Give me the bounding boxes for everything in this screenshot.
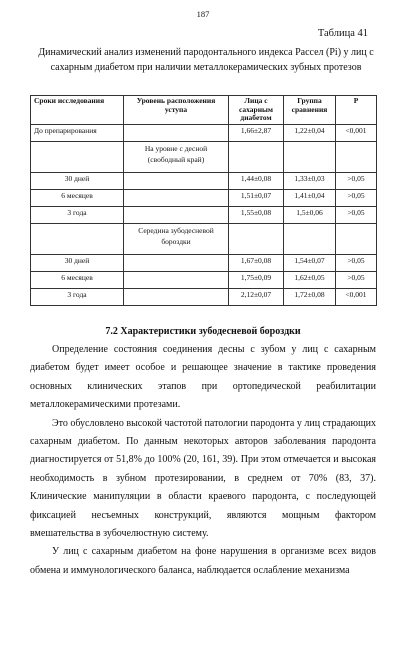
column-header: Сроки исследования [31,96,124,125]
table-cell: 3 года [31,288,124,305]
table-cell: >0,05 [336,206,377,223]
section-title: 7.2 Характеристики зубодесневой бороздки [105,326,301,337]
paragraph: Это обусловлено высокой частотой патологии пародонта у лиц страдающих сахарным диабетом. По данным некоторых авторов заболевания пародонта диагностируется от 51,8% до 100% (20, 161, 39). При этом отмечается и высокая необходимость в зубном протезировании, в среднем от 70% (83, 37). Клинические манипуляции в области краевого пародонта, с последующей фиксацией несъемных конструкций, являются мощным фактором вмешательства в зубочелюстную систему. [30,417,376,540]
table-cell [124,271,229,288]
table-cell: На уровне с десной (свободный край) [124,141,229,172]
table-caption: Динамический анализ изменений пародонтального индекса Рассел (Pi) у лиц с сахарным диабетом при наличии металлокерамических зубных протезов [38,47,374,73]
table-cell: 1,41±0,04 [284,189,336,206]
table-cell: 1,62±0,05 [284,271,336,288]
table-cell: 30 дней [31,254,124,271]
table-cell: 6 месяцев [31,189,124,206]
table-cell: 1,66±2,87 [229,124,284,141]
table-row [31,141,377,172]
table-cell: 1,22±0,04 [284,124,336,141]
table-row [31,206,377,223]
table-cell [124,172,229,189]
table-cell: 1,33±0,03 [284,172,336,189]
table-cell [124,124,229,141]
table-cell [124,189,229,206]
column-header: Группа сравнения [284,96,336,125]
table-cell: Середина зубодесневой бороздки [124,223,229,254]
column-header: Уровень расположения уступа [124,96,229,125]
table-cell [124,288,229,305]
table-cell: >0,05 [336,254,377,271]
table-cell: 1,51±0,07 [229,189,284,206]
table-cell [284,141,336,172]
table-cell: 30 дней [31,172,124,189]
table-row [31,189,377,206]
table-cell: 1,67±0,08 [229,254,284,271]
table-cell: 1,72±0,08 [284,288,336,305]
table-cell: 3 года [31,206,124,223]
table-row [31,124,377,141]
table-cell: >0,05 [336,189,377,206]
table-cell [124,254,229,271]
table-cell [124,206,229,223]
table-cell [31,223,124,254]
column-header: Лица с сахарным диабетом [229,96,284,125]
table-cell: 1,55±0,08 [229,206,284,223]
table-cell [284,223,336,254]
body-text [30,341,376,580]
table-label: Таблица 41 [317,28,368,39]
table-cell [31,141,124,172]
table-cell: 2,12±0,07 [229,288,284,305]
table-cell: 1,54±0,07 [284,254,336,271]
table-cell: 1,75±0,09 [229,271,284,288]
table-row [31,254,377,271]
table-cell [229,223,284,254]
table-cell: 1,44±0,08 [229,172,284,189]
table-cell: >0,05 [336,271,377,288]
table-cell: >0,05 [336,172,377,189]
table-cell: 1,5±0,06 [284,206,336,223]
page-number: 187 [196,9,210,19]
table-cell: <0,001 [336,124,377,141]
data-table [30,95,377,306]
table-header-row [31,96,377,125]
table-cell [336,223,377,254]
table-cell: 6 месяцев [31,271,124,288]
paragraph: Определение состояния соединения десны с зубом у лиц с сахарным диабетом будет имеет особое и решающее значение в тактике проведения основных клинических этапов при ортопедической реабилитации металлокерамическими протезами. [30,344,376,411]
table-cell: <0,001 [336,288,377,305]
table-row [31,223,377,254]
table-row [31,172,377,189]
table-cell [229,141,284,172]
table-cell [336,141,377,172]
paragraph: У лиц с сахарным диабетом на фоне нарушения в организме всех видов обмена и иммунологического баланса, наблюдается ослабление механизма [30,546,376,576]
table-cell: До препарирования [31,124,124,141]
table-row [31,271,377,288]
column-header: P [336,96,377,125]
table-row [31,288,377,305]
